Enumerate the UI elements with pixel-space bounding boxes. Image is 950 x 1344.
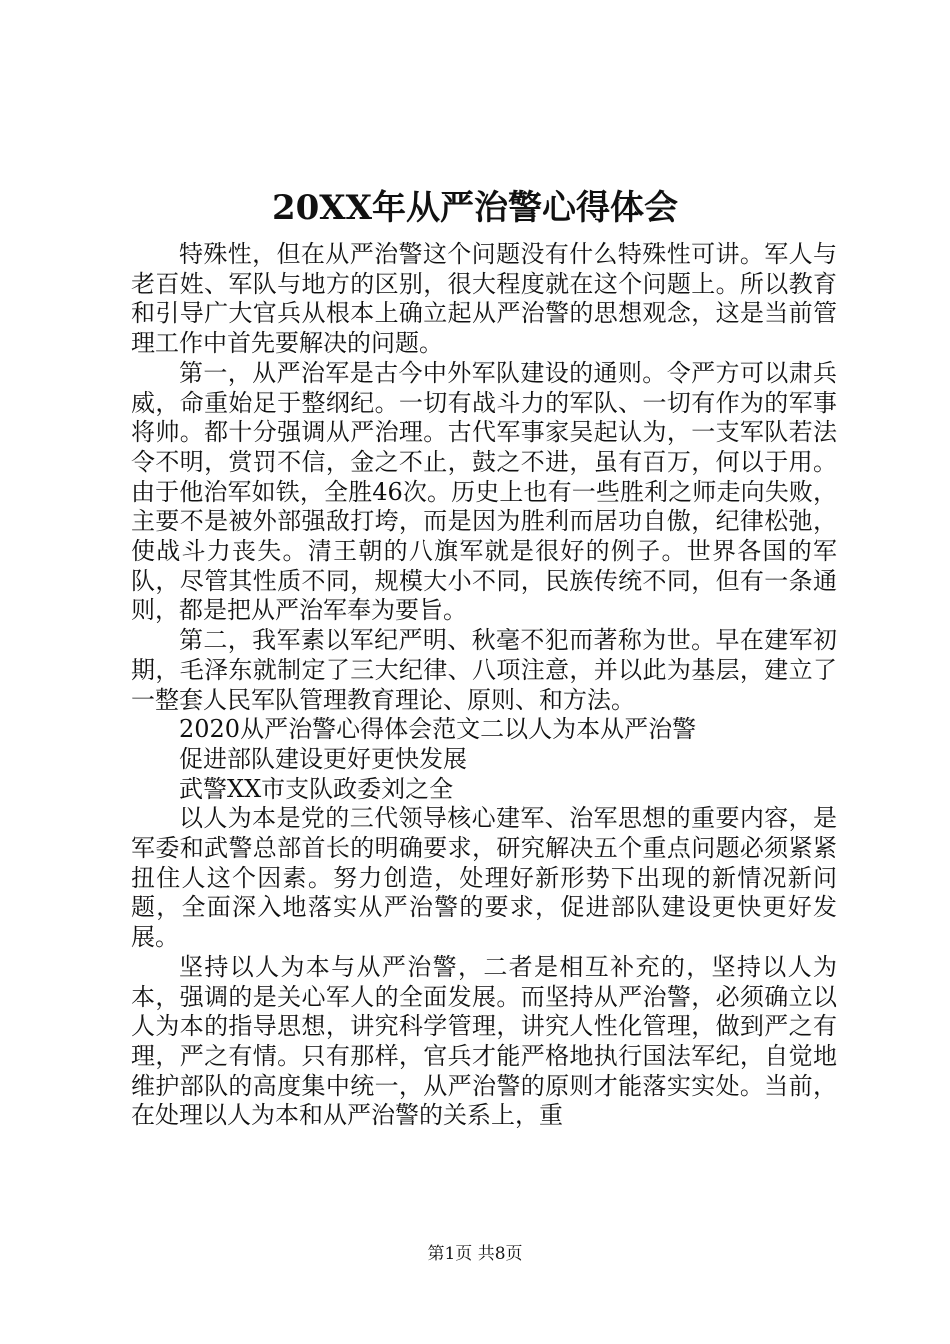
document-title: 20XX年从严治警心得体会 [271, 188, 679, 228]
paragraph: 特殊性，但在从严治警这个问题没有什么特殊性可讲。军人与老百姓、军队与地方的区别，很大程度就在这个问题上。所以教育和引导广大官兵从根本上确立起从严治警的思想观念，这是当前管理工作中首先要解决的问题。 [131, 240, 837, 358]
paragraph: 坚持以人为本与从严治警，二者是相互补充的，坚持以人为本，强调的是关心军人的全面发展。而坚持从严治警，必须确立以人为本的指导思想，讲究科学管理，讲究人性化管理，做到严之有理，严之有情。只有那样，官兵才能严格地执行国法军纪，自觉地维护部队的高度集中统一，从严治警的原则才能落实实处。当前，在处理以人为本和从严治警的关系上，重 [131, 952, 837, 1130]
author-line: 武警XX市支队政委刘之全 [179, 774, 454, 803]
document-body [131, 240, 837, 1131]
subheading: 促进部队建设更好更快发展 [179, 744, 467, 773]
paragraph: 第二，我军素以军纪严明、秋毫不犯而著称为世。早在建军初期，毛泽东就制定了三大纪律、八项注意，并以此为基层，建立了一整套人民军队管理教育理论、原则、和方法。 [131, 626, 837, 714]
page-footer: 第1页 共8页 [427, 1244, 523, 1264]
paragraph: 以人为本是党的三代领导核心建军、治军思想的重要内容，是军委和武警总部首长的明确要求，研究解决五个重点问题必须紧紧扭住人这个因素。努力创造，处理好新形势下出现的新情况新问题，全面深入地落实从严治警的要求，促进部队建设更快更好发展。 [131, 804, 837, 952]
paragraph: 第一，从严治军是古今中外军队建设的通则。令严方可以肃兵威，命重始足于整纲纪。一切有战斗力的军队、一切有作为的军事将帅。都十分强调从严治理。古代军事家吴起认为，一支军队若法令不明，赏罚不信，金之不止，鼓之不进，虽有百万，何以于用。由于他治军如铁，全胜46次。历史上也有一些胜利之师走向失败，主要不是被外部强敌打垮，而是因为胜利而居功自傲，纪律松弛，使战斗力丧失。清王朝的八旗军就是很好的例子。世界各国的军队，尽管其性质不同，规模大小不同，民族传统不同，但有一条通则，都是把从严治军奉为要旨。 [131, 358, 837, 625]
subheading: 2020从严治警心得体会范文二以人为本从严治警 [179, 715, 697, 744]
